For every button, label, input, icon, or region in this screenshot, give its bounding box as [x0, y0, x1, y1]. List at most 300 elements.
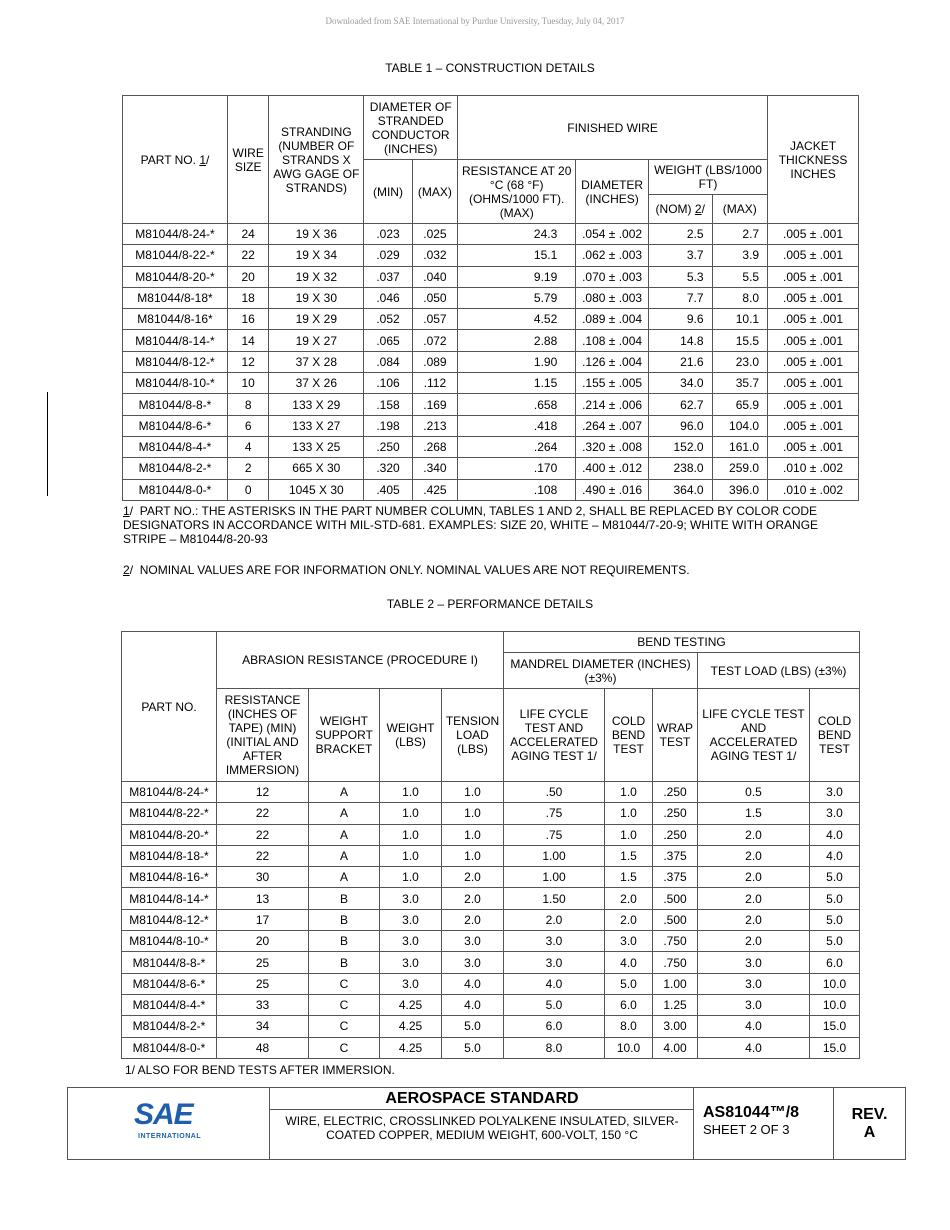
table-cell: 19 X 29 — [269, 309, 364, 330]
table-cell: .250 — [364, 436, 412, 457]
table-cell: 5.0 — [810, 909, 860, 930]
table-cell: 1.0 — [442, 845, 504, 866]
header-jacket-thickness: JACKET THICKNESS INCHES — [768, 96, 859, 224]
table-cell: .375 — [653, 867, 698, 888]
table-cell: 5.0 — [810, 867, 860, 888]
table-cell: .250 — [653, 824, 698, 845]
table-cell: M81044/8-0-* — [122, 1037, 217, 1058]
table-row — [123, 479, 859, 500]
table-cell: M81044/8-14-* — [123, 330, 228, 351]
table-cell: C — [309, 1016, 380, 1037]
table-cell: M81044/8-14-* — [122, 888, 217, 909]
table-cell: 238.0 — [648, 458, 712, 479]
table-cell: .065 — [364, 330, 412, 351]
table-cell: M81044/8-2-* — [122, 1016, 217, 1037]
table-cell: .320 ± .008 — [576, 436, 649, 457]
table-cell: 25 — [217, 973, 309, 994]
table-cell: 1045 X 30 — [269, 479, 364, 500]
table-cell: A — [309, 803, 380, 824]
t2-header-cold-bend-mandrel: COLD BEND TEST — [605, 689, 653, 782]
table-cell: 1.25 — [653, 994, 698, 1015]
table-cell: .75 — [504, 824, 605, 845]
table-cell: 30 — [217, 867, 309, 888]
table-cell: 13 — [217, 888, 309, 909]
table-cell: 2 — [227, 458, 268, 479]
table1-note-2: 2/ NOMINAL VALUES ARE FOR INFORMATION ONLY. NOMINAL VALUES ARE NOT REQUIREMENTS. — [123, 563, 690, 577]
table-row — [122, 845, 860, 866]
table-cell: 1.0 — [380, 845, 442, 866]
table-row — [122, 782, 860, 803]
table-cell: M81044/8-10-* — [123, 373, 228, 394]
document-number: AS81044™/8 — [703, 1104, 800, 1121]
table-cell: A — [309, 867, 380, 888]
table-cell: 3.00 — [653, 1016, 698, 1037]
title-block — [67, 1087, 906, 1160]
table-cell: .250 — [653, 782, 698, 803]
table-cell: 12 — [217, 782, 309, 803]
table-cell: .213 — [412, 415, 457, 436]
table-cell: 48 — [217, 1037, 309, 1058]
table-row — [122, 994, 860, 1015]
t2-header-resistance: RESISTANCE (INCHES OF TAPE) (MIN) (INITIAL AND AFTER IMMERSION) — [217, 689, 309, 782]
header-weight-max: (MAX) — [712, 195, 768, 224]
table-cell: 133 X 27 — [269, 415, 364, 436]
header-part-no: PART NO. 1/ — [123, 96, 228, 224]
table-row — [123, 224, 859, 245]
table-cell: 4.0 — [810, 824, 860, 845]
table-cell: .070 ± .003 — [576, 266, 649, 287]
table-cell: 15.0 — [810, 1037, 860, 1058]
table-cell: 14.8 — [648, 330, 712, 351]
table-cell: 22 — [217, 824, 309, 845]
table-cell: 10 — [227, 373, 268, 394]
table-cell: .005 ± .001 — [768, 309, 859, 330]
table-cell: 3.0 — [380, 909, 442, 930]
table-cell: 15.0 — [810, 1016, 860, 1037]
table-cell: .490 ± .016 — [576, 479, 649, 500]
table-cell: A — [309, 845, 380, 866]
table-cell: .126 ± .004 — [576, 351, 649, 372]
table-cell: M81044/8-18* — [123, 287, 228, 308]
t2-header-mandrel: MANDREL DIAMETER (INCHES) (±3%) — [504, 653, 698, 689]
table-cell: 152.0 — [648, 436, 712, 457]
table-row — [122, 931, 860, 952]
t2-header-life-cycle-load: LIFE CYCLE TEST AND ACCELERATED AGING TEST 1/ — [698, 689, 810, 782]
table-cell: 3.0 — [380, 888, 442, 909]
revision-label: REV. — [851, 1106, 888, 1123]
table-cell: M81044/8-24-* — [123, 224, 228, 245]
table-cell: 12 — [227, 351, 268, 372]
table-cell: .405 — [364, 479, 412, 500]
table-cell: M81044/8-6-* — [123, 415, 228, 436]
table-cell: .084 — [364, 351, 412, 372]
table-cell: 2.0 — [698, 909, 810, 930]
table-cell: 1.0 — [605, 803, 653, 824]
table-cell: B — [309, 931, 380, 952]
table1-note-1: 1/ PART NO.: THE ASTERISKS IN THE PART NUMBER COLUMN, TABLES 1 AND 2, SHALL BE REPLACED BY COLOR CODE DESIGNATORS IN ACCORDANCE WITH MIL-STD-681. EXAMPLES: SIZE 20, WHITE – M81044/7-20-9; WHITE WITH ORANGE STRIPE – M81044/8-20-93 — [123, 504, 822, 546]
table-row — [122, 1037, 860, 1058]
table-cell: 4.0 — [605, 952, 653, 973]
table-cell: .108 — [458, 479, 576, 500]
table-cell: 7.7 — [648, 287, 712, 308]
table-cell: .75 — [504, 803, 605, 824]
table-cell: 96.0 — [648, 415, 712, 436]
table-cell: .214 ± .006 — [576, 394, 649, 415]
table-row — [122, 973, 860, 994]
table-cell: 4.25 — [380, 994, 442, 1015]
table-cell: 5.3 — [648, 266, 712, 287]
table-cell: 4.25 — [380, 1037, 442, 1058]
table-cell: .005 ± .001 — [768, 415, 859, 436]
table-cell: M81044/8-24-* — [122, 782, 217, 803]
table-cell: .005 ± .001 — [768, 224, 859, 245]
table-cell: B — [309, 952, 380, 973]
table-cell: 1.90 — [458, 351, 576, 372]
table-cell: 4.25 — [380, 1016, 442, 1037]
t2-header-test-load: TEST LOAD (LBS) (±3%) — [698, 653, 860, 689]
table-cell: 6 — [227, 415, 268, 436]
table-cell: 1.0 — [442, 803, 504, 824]
table-cell: 3.0 — [380, 952, 442, 973]
table-cell: .400 ± .012 — [576, 458, 649, 479]
table-cell: 10.1 — [712, 309, 768, 330]
table-cell: 3.0 — [442, 931, 504, 952]
table-cell: 24.3 — [458, 224, 576, 245]
table-cell: 9.19 — [458, 266, 576, 287]
construction-details-table — [122, 95, 859, 501]
table-cell: 10.0 — [810, 973, 860, 994]
document-description: WIRE, ELECTRIC, CROSSLINKED POLYALKENE INSULATED, SILVER-COATED COPPER, MEDIUM WEIGHT, 600-VOLT, 150 °C — [285, 1114, 679, 1142]
table-row — [122, 1016, 860, 1037]
table-cell: .010 ± .002 — [768, 479, 859, 500]
table-cell: 1.00 — [504, 845, 605, 866]
table-cell: 4 — [227, 436, 268, 457]
table-cell: .170 — [458, 458, 576, 479]
table-cell: M81044/8-6-* — [122, 973, 217, 994]
table-cell: .010 ± .002 — [768, 458, 859, 479]
table-cell: 1.00 — [504, 867, 605, 888]
table-cell: 22 — [217, 845, 309, 866]
table-cell: 6.0 — [504, 1016, 605, 1037]
table-cell: 5.5 — [712, 266, 768, 287]
table-cell: 19 X 27 — [269, 330, 364, 351]
table-cell: .158 — [364, 394, 412, 415]
table-cell: .080 ± .003 — [576, 287, 649, 308]
table-cell: 2.88 — [458, 330, 576, 351]
table-cell: M81044/8-4-* — [123, 436, 228, 457]
table-cell: 1.0 — [380, 867, 442, 888]
table-cell: 10.0 — [810, 994, 860, 1015]
table-cell: 5.0 — [810, 931, 860, 952]
table-cell: 8.0 — [504, 1037, 605, 1058]
table-cell: 35.7 — [712, 373, 768, 394]
table-cell: .50 — [504, 782, 605, 803]
table-cell: 5.79 — [458, 287, 576, 308]
table-cell: M81044/8-12-* — [122, 909, 217, 930]
header-min: (MIN) — [364, 160, 412, 224]
table-cell: 25 — [217, 952, 309, 973]
table-cell: .250 — [653, 803, 698, 824]
table-cell: .500 — [653, 909, 698, 930]
table-row — [123, 436, 859, 457]
table-cell: 8.0 — [605, 1016, 653, 1037]
table-row — [122, 824, 860, 845]
table-cell: 4.0 — [442, 994, 504, 1015]
table-cell: .375 — [653, 845, 698, 866]
table-cell: 16 — [227, 309, 268, 330]
table-cell: 4.00 — [653, 1037, 698, 1058]
table-cell: 4.0 — [504, 973, 605, 994]
table-cell: 19 X 34 — [269, 245, 364, 266]
table-row — [123, 373, 859, 394]
table-cell: M81044/8-0-* — [123, 479, 228, 500]
table-cell: 3.0 — [810, 803, 860, 824]
table-cell: M81044/8-16-* — [122, 867, 217, 888]
table-cell: C — [309, 1037, 380, 1058]
table-cell: A — [309, 782, 380, 803]
table-cell: 364.0 — [648, 479, 712, 500]
table-cell: .005 ± .001 — [768, 373, 859, 394]
table-cell: 2.0 — [442, 867, 504, 888]
table-row — [123, 415, 859, 436]
table-cell: .112 — [412, 373, 457, 394]
table-cell: .062 ± .003 — [576, 245, 649, 266]
table-cell: 3.0 — [442, 952, 504, 973]
table-cell: 22 — [217, 803, 309, 824]
table-cell: 3.0 — [380, 931, 442, 952]
table-cell: .264 — [458, 436, 576, 457]
table-cell: .264 ± .007 — [576, 415, 649, 436]
table-row — [122, 803, 860, 824]
table-cell: 3.0 — [698, 994, 810, 1015]
table-cell: 1.00 — [653, 973, 698, 994]
table-cell: 161.0 — [712, 436, 768, 457]
table-cell: .005 ± .001 — [768, 266, 859, 287]
table-cell: 3.0 — [810, 782, 860, 803]
table-cell: 2.7 — [712, 224, 768, 245]
table-cell: .005 ± .001 — [768, 287, 859, 308]
table-cell: C — [309, 973, 380, 994]
table-cell: 396.0 — [712, 479, 768, 500]
header-diameter: DIAMETER (INCHES) — [576, 160, 649, 224]
t2-header-cold-bend-load: COLD BEND TEST — [810, 689, 860, 782]
t2-header-part-no: PART NO. — [122, 632, 217, 782]
table-cell: 665 X 30 — [269, 458, 364, 479]
table-row — [123, 394, 859, 415]
table-cell: .005 ± .001 — [768, 245, 859, 266]
table-cell: .050 — [412, 287, 457, 308]
table-cell: 1.15 — [458, 373, 576, 394]
table-cell: .052 — [364, 309, 412, 330]
table-cell: 20 — [227, 266, 268, 287]
table-cell: 37 X 26 — [269, 373, 364, 394]
table-cell: 65.9 — [712, 394, 768, 415]
t2-header-wrap: WRAP TEST — [653, 689, 698, 782]
table-cell: .023 — [364, 224, 412, 245]
table-cell: M81044/8-22-* — [122, 803, 217, 824]
table-cell: 6.0 — [605, 994, 653, 1015]
table-cell: M81044/8-12-* — [123, 351, 228, 372]
t2-header-life-cycle-mandrel: LIFE CYCLE TEST AND ACCELERATED AGING TEST 1/ — [504, 689, 605, 782]
table-cell: 0 — [227, 479, 268, 500]
table-cell: 2.0 — [442, 888, 504, 909]
table-row — [122, 909, 860, 930]
table-cell: 1.5 — [605, 845, 653, 866]
change-bar — [47, 392, 48, 496]
table-cell: .040 — [412, 266, 457, 287]
table-cell: .750 — [653, 931, 698, 952]
table-cell: 2.0 — [442, 909, 504, 930]
title-block-center — [270, 1088, 694, 1159]
download-note: Downloaded from SAE International by Purdue University, Tuesday, July 04, 2017 — [325, 16, 625, 26]
header-max: (MAX) — [412, 160, 457, 224]
table-cell: 62.7 — [648, 394, 712, 415]
table-cell: 14 — [227, 330, 268, 351]
table-cell: 4.52 — [458, 309, 576, 330]
table-cell: 5.0 — [442, 1037, 504, 1058]
table-cell: 21.6 — [648, 351, 712, 372]
table-cell: 18 — [227, 287, 268, 308]
table-cell: 3.0 — [380, 973, 442, 994]
header-nom: (NOM) 2/ — [648, 195, 712, 224]
table-cell: M81044/8-8-* — [123, 394, 228, 415]
table-cell: .057 — [412, 309, 457, 330]
table-cell: .658 — [458, 394, 576, 415]
table-cell: 3.0 — [504, 952, 605, 973]
table-cell: 259.0 — [712, 458, 768, 479]
table-row — [123, 458, 859, 479]
table-cell: 20 — [217, 931, 309, 952]
table-cell: .320 — [364, 458, 412, 479]
t2-header-tension: TENSION LOAD (LBS) — [442, 689, 504, 782]
table-cell: 10.0 — [605, 1037, 653, 1058]
table-cell: .029 — [364, 245, 412, 266]
table-cell: 2.0 — [605, 888, 653, 909]
header-weight: WEIGHT (LBS/1000 FT) — [648, 160, 767, 195]
table1-caption: TABLE 1 – CONSTRUCTION DETAILS — [385, 61, 595, 75]
sae-logo — [68, 1088, 270, 1159]
revision-value: A — [863, 1124, 876, 1141]
table-cell: 2.0 — [698, 888, 810, 909]
header-resistance: RESISTANCE AT 20 °C (68 °F) (OHMS/1000 FT). (MAX) — [458, 160, 576, 224]
table-cell: C — [309, 994, 380, 1015]
table-cell: .005 ± .001 — [768, 330, 859, 351]
table-cell: 0.5 — [698, 782, 810, 803]
table-cell: .089 — [412, 351, 457, 372]
table-cell: 1.5 — [605, 867, 653, 888]
table-cell: 1.0 — [442, 824, 504, 845]
table-cell: 24 — [227, 224, 268, 245]
table-cell: .025 — [412, 224, 457, 245]
table-cell: M81044/8-4-* — [122, 994, 217, 1015]
table-cell: 17 — [217, 909, 309, 930]
table-cell: 5.0 — [442, 1016, 504, 1037]
table-cell: .500 — [653, 888, 698, 909]
table-cell: M81044/8-22-* — [123, 245, 228, 266]
table-cell: M81044/8-20-* — [122, 824, 217, 845]
table-cell: 133 X 29 — [269, 394, 364, 415]
table-cell: 1.5 — [698, 803, 810, 824]
table-cell: 2.0 — [504, 909, 605, 930]
table-cell: .054 ± .002 — [576, 224, 649, 245]
table-cell: 8.0 — [712, 287, 768, 308]
table-cell: .425 — [412, 479, 457, 500]
table-cell: 22 — [227, 245, 268, 266]
table-cell: 1.0 — [442, 782, 504, 803]
header-finished-wire: FINISHED WIRE — [458, 96, 768, 160]
table-cell: 133 X 25 — [269, 436, 364, 457]
table-cell: 3.0 — [698, 952, 810, 973]
table-cell: 4.0 — [810, 845, 860, 866]
table2-caption: TABLE 2 – PERFORMANCE DETAILS — [386, 597, 594, 611]
table-cell: 5.0 — [810, 888, 860, 909]
t2-header-abrasion: ABRASION RESISTANCE (PROCEDURE I) — [217, 632, 504, 689]
header-diameter-conductor: DIAMETER OF STRANDED CONDUCTOR (INCHES) — [364, 96, 458, 160]
table-cell: M81044/8-10-* — [122, 931, 217, 952]
table-cell: .198 — [364, 415, 412, 436]
table-cell: 1.0 — [380, 803, 442, 824]
table-cell: 3.9 — [712, 245, 768, 266]
table-cell: 2.5 — [648, 224, 712, 245]
table-cell: B — [309, 909, 380, 930]
table-cell: M81044/8-16* — [123, 309, 228, 330]
table-cell: 1.0 — [380, 782, 442, 803]
table-row — [123, 245, 859, 266]
table-cell: 23.0 — [712, 351, 768, 372]
table-cell: .072 — [412, 330, 457, 351]
table-cell: M81044/8-8-* — [122, 952, 217, 973]
table-cell: .340 — [412, 458, 457, 479]
table-cell: 3.0 — [504, 931, 605, 952]
table-cell: 1.0 — [605, 782, 653, 803]
table-cell: .046 — [364, 287, 412, 308]
table-cell: 8 — [227, 394, 268, 415]
t2-header-bend-testing: BEND TESTING — [504, 632, 860, 653]
document-id-block — [694, 1088, 834, 1159]
table-cell: 15.5 — [712, 330, 768, 351]
table-cell: 2.0 — [698, 845, 810, 866]
table-cell: 19 X 36 — [269, 224, 364, 245]
table-cell: .089 ± .004 — [576, 309, 649, 330]
table-cell: M81044/8-20-* — [123, 266, 228, 287]
table-cell: 4.0 — [698, 1037, 810, 1058]
table-cell: 37 X 28 — [269, 351, 364, 372]
table-cell: .155 ± .005 — [576, 373, 649, 394]
table-cell: .108 ± .004 — [576, 330, 649, 351]
table-cell: 1.0 — [380, 824, 442, 845]
table-cell: M81044/8-2-* — [123, 458, 228, 479]
table-cell: 2.0 — [698, 824, 810, 845]
table-cell: .106 — [364, 373, 412, 394]
sheet-number: SHEET 2 OF 3 — [703, 1122, 790, 1137]
table-cell: 3.0 — [698, 973, 810, 994]
table-cell: .037 — [364, 266, 412, 287]
table-row — [123, 266, 859, 287]
table-row — [122, 888, 860, 909]
table-cell: .005 ± .001 — [768, 394, 859, 415]
header-wire-size: WIRE SIZE — [227, 96, 268, 224]
table-cell: B — [309, 888, 380, 909]
t2-header-weight-support: WEIGHT SUPPORT BRACKET — [309, 689, 380, 782]
table-cell: .005 ± .001 — [768, 436, 859, 457]
table-cell: 34 — [217, 1016, 309, 1037]
table-cell: 5.0 — [605, 973, 653, 994]
sae-logo-subtext: INTERNATIONAL — [138, 1133, 202, 1140]
table-cell: 19 X 32 — [269, 266, 364, 287]
table-cell: A — [309, 824, 380, 845]
table-cell: 2.0 — [698, 867, 810, 888]
table-row — [123, 351, 859, 372]
